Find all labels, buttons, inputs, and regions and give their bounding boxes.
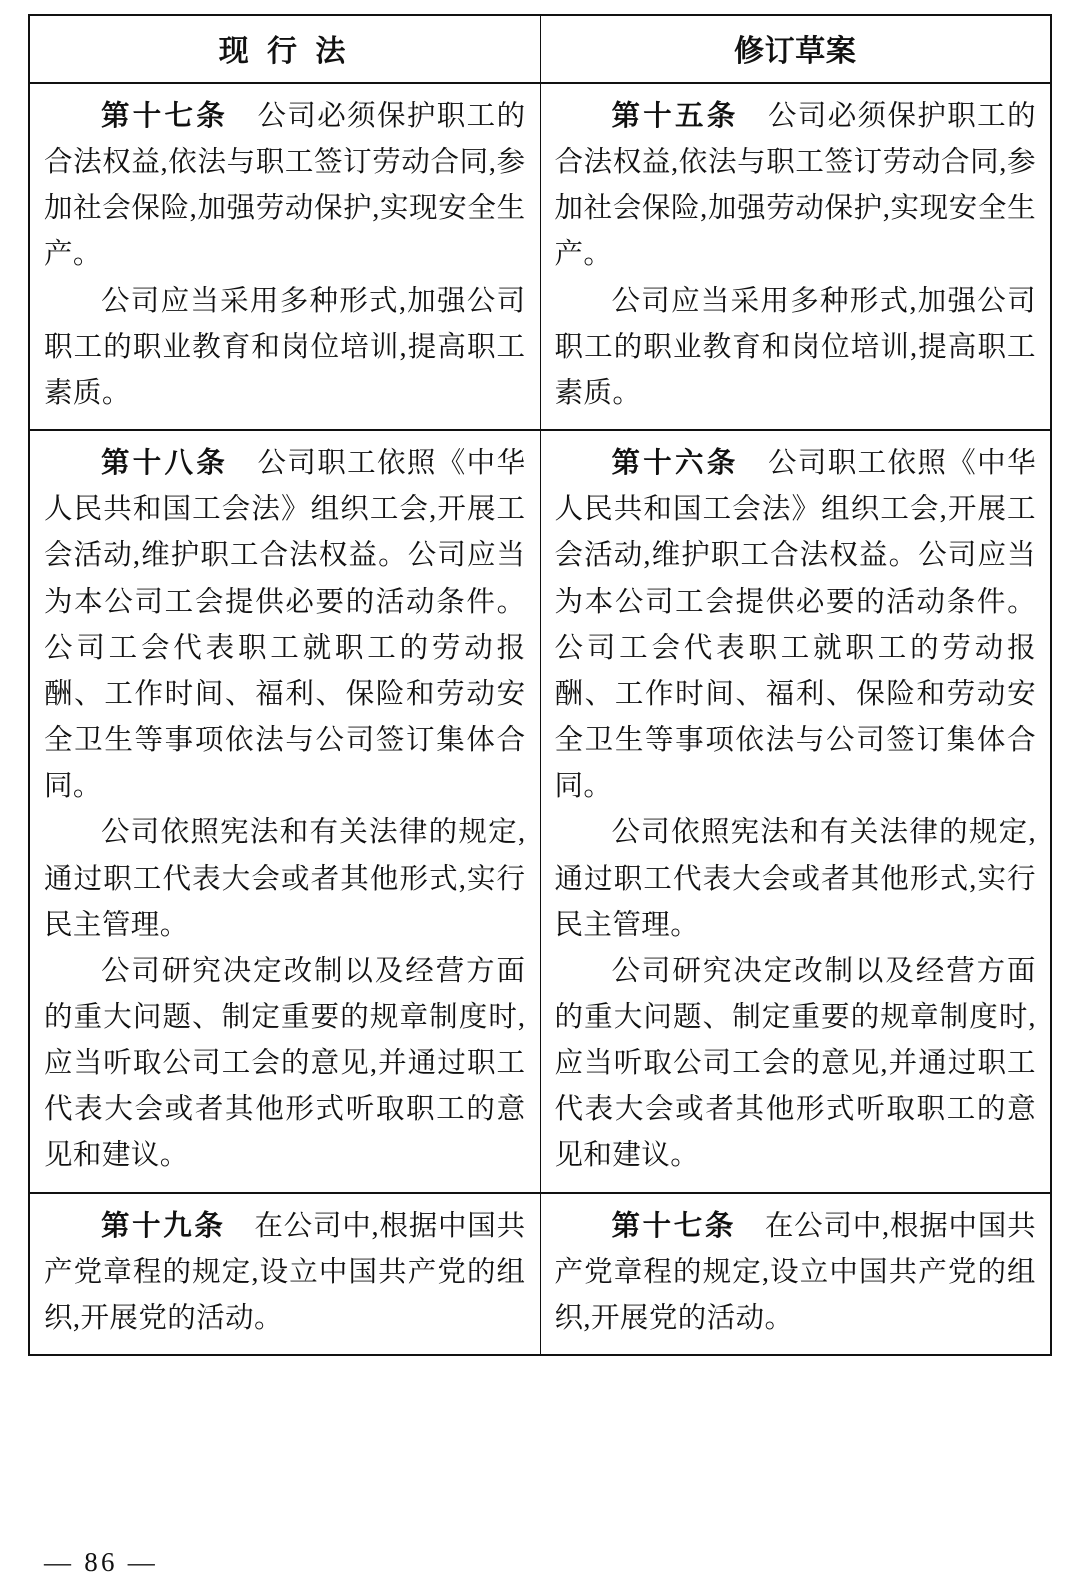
column-header-current-law-label: 现 行 法 bbox=[218, 35, 351, 68]
article-first-paragraph bbox=[44, 1204, 526, 1342]
article-first-paragraph bbox=[44, 441, 526, 810]
article-paragraph-text: 在公司中,根据中国共产党章程的规定,设立中国共产党的组织,开展党的活动。 bbox=[554, 1210, 1036, 1334]
article-body bbox=[30, 1194, 540, 1354]
article-paragraph: 公司依照宪法和有关法律的规定,通过职工代表大会或者其他形式,实行民主管理。 bbox=[44, 817, 526, 941]
article-paragraph: 公司应当采用多种形式,加强公司职工的职业教育和岗位培训,提高职工素质。 bbox=[44, 285, 526, 409]
table-row bbox=[29, 430, 1051, 1193]
article-paragraph: 公司研究决定改制以及经营方面的重大问题、制定重要的规章制度时,应当听取公司工会的意见,并通过职工代表大会或者其他形式听取职工的意见和建议。 bbox=[44, 955, 526, 1172]
article-number: 第十九条 bbox=[101, 1210, 226, 1242]
article-cell-draft-16 bbox=[540, 430, 1051, 1193]
table-row bbox=[29, 83, 1051, 430]
article-body bbox=[30, 84, 540, 429]
article-body bbox=[30, 431, 540, 1192]
article-number: 第十七条 bbox=[611, 1210, 737, 1242]
article-paragraph-text: 公司必须保护职工的合法权益,依法与职工签订劳动合同,参加社会保险,加强劳动保护,实现安全生产。 bbox=[44, 101, 526, 271]
column-header-revision-draft-label: 修订草案 bbox=[734, 35, 857, 68]
article-number: 第十七条 bbox=[101, 101, 228, 132]
article-paragraph-text: 公司职工依照《中华人民共和国工会法》组织工会,开展工会活动,维护职工合法权益。公司应当为本公司工会提供必要的活动条件。公司工会代表职工就职工的劳动报酬、工作时间、福利、保险和劳动安全卫生等事项依法与公司签订集体合同。 bbox=[554, 448, 1036, 803]
article-paragraph-text: 在公司中,根据中国共产党章程的规定,设立中国共产党的组织,开展党的活动。 bbox=[44, 1210, 526, 1334]
article-cell-current-18 bbox=[29, 430, 540, 1193]
article-body bbox=[541, 431, 1051, 1192]
article-paragraph: 公司应当采用多种形式,加强公司职工的职业教育和岗位培训,提高职工素质。 bbox=[554, 285, 1036, 409]
article-paragraph: 公司依照宪法和有关法律的规定,通过职工代表大会或者其他形式,实行民主管理。 bbox=[554, 817, 1036, 941]
page-number: — 86 — bbox=[44, 1547, 158, 1577]
article-first-paragraph bbox=[44, 94, 526, 279]
article-number: 第十八条 bbox=[101, 448, 228, 480]
article-paragraph-text: 公司必须保护职工的合法权益,依法与职工签订劳动合同,参加社会保险,加强劳动保护,实现安全生产。 bbox=[554, 101, 1036, 271]
table-header-row bbox=[29, 15, 1051, 83]
article-first-paragraph bbox=[555, 94, 1037, 279]
article-first-paragraph bbox=[555, 1204, 1037, 1342]
article-number: 第十六条 bbox=[611, 448, 739, 480]
article-cell-draft-15 bbox=[540, 83, 1051, 430]
article-paragraph-text: 公司职工依照《中华人民共和国工会法》组织工会,开展工会活动,维护职工合法权益。公司应当为本公司工会提供必要的活动条件。公司工会代表职工就职工的劳动报酬、工作时间、福利、保险和劳动安全卫生等事项依法与公司签订集体合同。 bbox=[44, 448, 526, 803]
column-header-revision-draft bbox=[540, 15, 1051, 83]
article-cell-draft-17 bbox=[540, 1193, 1051, 1355]
article-paragraph: 公司研究决定改制以及经营方面的重大问题、制定重要的规章制度时,应当听取公司工会的意见,并通过职工代表大会或者其他形式听取职工的意见和建议。 bbox=[554, 955, 1036, 1172]
article-cell-current-19 bbox=[29, 1193, 540, 1355]
article-body bbox=[541, 1194, 1051, 1354]
article-number: 第十五条 bbox=[611, 101, 739, 132]
article-body bbox=[541, 84, 1051, 429]
table-row bbox=[29, 1193, 1051, 1355]
comparison-table bbox=[28, 14, 1052, 1356]
column-header-current-law bbox=[29, 15, 540, 83]
article-cell-current-17 bbox=[29, 83, 540, 430]
article-first-paragraph bbox=[555, 441, 1037, 810]
